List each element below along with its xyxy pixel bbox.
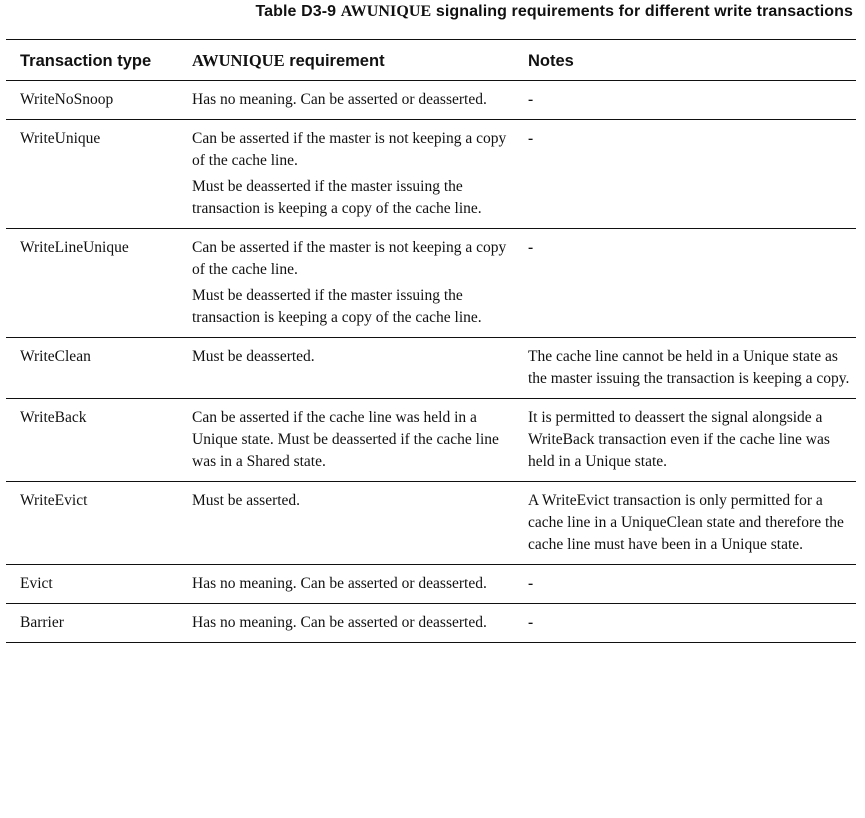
header-signal: AWUNIQUE — [192, 51, 285, 70]
table-row — [6, 120, 856, 229]
header-notes: Notes — [528, 52, 574, 70]
notes-cell: The cache line cannot be held in a Unique state as the master issuing the transaction is keeping a copy. — [528, 348, 850, 387]
requirement-paragraph: Can be asserted if the cache line was held in a Unique state. Must be deasserted if the cache line was in a Shared state. — [192, 409, 499, 470]
notes-cell: - — [528, 239, 534, 256]
requirement-cell — [178, 604, 514, 642]
requirement-paragraph: Must be deasserted if the master issuing the transaction is keeping a copy of the cache line. — [192, 287, 482, 326]
requirement-paragraph: Can be asserted if the master is not keeping a copy of the cache line. — [192, 130, 507, 169]
notes-cell: - — [528, 91, 534, 108]
transaction-type-cell: Barrier — [20, 614, 64, 631]
requirement-cell — [178, 338, 514, 398]
table-body — [6, 81, 856, 643]
requirement-paragraph: Can be asserted if the master is not keeping a copy of the cache line. — [192, 239, 507, 278]
transaction-type-cell: WriteNoSnoop — [20, 91, 114, 108]
awunique-table — [6, 39, 856, 643]
notes-cell: - — [528, 575, 534, 592]
requirement-paragraph: Has no meaning. Can be asserted or deasserted. — [192, 91, 487, 108]
table-row — [6, 565, 856, 604]
requirement-paragraph: Has no meaning. Can be asserted or deasserted. — [192, 575, 487, 592]
table-row — [6, 338, 856, 399]
table-row — [6, 604, 856, 643]
table-row — [6, 482, 856, 565]
table-row — [6, 399, 856, 482]
requirement-cell — [178, 565, 514, 603]
transaction-type-cell: WriteClean — [20, 348, 91, 365]
requirement-cell — [178, 229, 514, 337]
caption-text: signaling requirements for different write transactions — [435, 3, 853, 20]
transaction-type-cell: WriteEvict — [20, 492, 88, 509]
requirement-cell — [178, 81, 514, 119]
requirement-cell — [178, 399, 514, 481]
notes-cell: It is permitted to deassert the signal alongside a WriteBack transaction even if the cache line was held in a Unique state. — [528, 409, 830, 470]
requirement-paragraph: Must be deasserted. — [192, 348, 315, 365]
requirement-paragraph: Must be deasserted if the master issuing the transaction is keeping a copy of the cache line. — [192, 178, 482, 217]
header-transaction-type: Transaction type — [20, 52, 152, 70]
table-caption — [255, 3, 853, 21]
notes-cell: A WriteEvict transaction is only permitted for a cache line in a UniqueClean state and therefore the cache line must have been in a Unique state. — [528, 492, 844, 553]
header-awunique-requirement — [178, 40, 514, 80]
caption-signal: AWUNIQUE — [340, 3, 432, 20]
transaction-type-cell: Evict — [20, 575, 53, 592]
table-header-row — [6, 40, 856, 81]
header-requirement: requirement — [289, 52, 385, 70]
transaction-type-cell: WriteUnique — [20, 130, 101, 147]
notes-cell: - — [528, 130, 534, 147]
caption-label: Table D3-9 — [255, 3, 337, 20]
requirement-paragraph: Must be asserted. — [192, 492, 301, 509]
notes-cell: - — [528, 614, 534, 631]
table-row — [6, 229, 856, 338]
table-row — [6, 81, 856, 120]
requirement-cell — [178, 120, 514, 228]
requirement-paragraph: Has no meaning. Can be asserted or deasserted. — [192, 614, 487, 631]
transaction-type-cell: WriteLineUnique — [20, 239, 129, 256]
requirement-cell — [178, 482, 514, 564]
transaction-type-cell: WriteBack — [20, 409, 87, 426]
